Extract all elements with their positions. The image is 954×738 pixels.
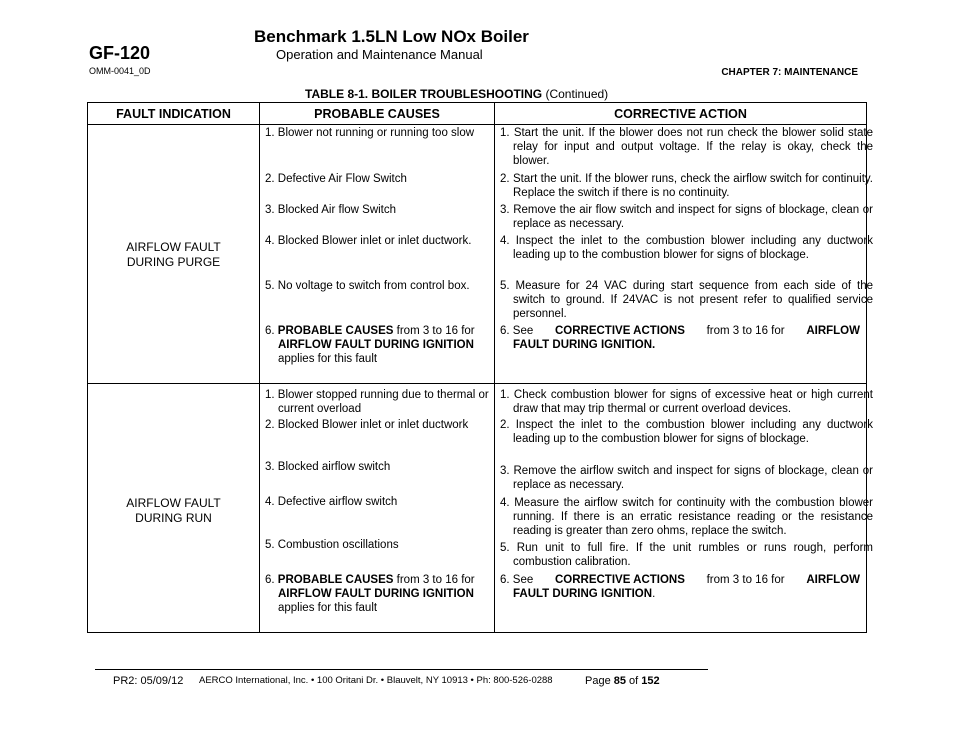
model-number: GF-120 <box>89 43 151 63</box>
fault-line: AIRFLOW FAULT <box>126 240 221 254</box>
action-bold: AIRFLOW <box>806 325 860 337</box>
cause-item: 1. Blower stopped running due to thermal or current overload <box>265 389 489 415</box>
header-fault-indication: FAULT INDICATION <box>116 107 231 121</box>
table-caption-continued: (Continued) <box>545 87 609 101</box>
cause-item-reference <box>265 324 493 366</box>
action-item: 3. Remove the air flow switch and inspect for signs of blockage, clean or replace as necessary. <box>500 204 873 230</box>
cause-text: applies for this fault <box>278 602 378 614</box>
cause-bold: PROBABLE CAUSES <box>277 325 394 337</box>
cause-item: 2. Defective Air Flow Switch <box>265 173 407 185</box>
action-bold: CORRECTIVE ACTIONS <box>554 574 685 586</box>
action-item: 2. Start the unit. If the blower runs, check the airflow switch for continuity. Replace the switch if there is no continuity. <box>500 173 873 199</box>
action-item: 4. Measure the airflow switch for continuity with the combustion blower running. If there is an erratic resistance reading or the resistance reading is greater than zero ohms, replace the switch. <box>500 497 873 537</box>
action-item-reference <box>500 573 860 601</box>
troubleshooting-table <box>87 102 873 633</box>
page-of: of <box>626 675 642 687</box>
cause-text: applies for this fault <box>278 353 378 365</box>
cause-bold: PROBABLE CAUSES <box>277 574 394 586</box>
cause-text: from 3 to 16 for <box>393 574 475 586</box>
footer-page-number <box>585 675 660 687</box>
cause-item: 1. Blower not running or running too slow <box>265 127 475 139</box>
column-divider <box>259 103 260 632</box>
action-item: 5. Measure for 24 VAC during start sequence from each side of the switch to ground. If 24VAC is not present refer to qualified service personnel. <box>500 280 873 320</box>
fault-indication-purge <box>88 240 259 270</box>
cause-item-reference <box>265 573 493 615</box>
footer-revision: PR2: 05/09/12 <box>113 675 184 687</box>
action-item: 1. Check combustion blower for signs of excessive heat or high current draw that may trip thermal or current overload devices. <box>500 389 873 415</box>
cause-item: 3. Blocked Air flow Switch <box>265 204 397 216</box>
row-divider <box>88 383 866 384</box>
cause-bold: AIRFLOW FAULT DURING IGNITION <box>278 588 474 600</box>
document-subtitle: Operation and Maintenance Manual <box>276 47 483 62</box>
fault-line: AIRFLOW FAULT <box>126 496 221 510</box>
header-corrective-action: CORRECTIVE ACTION <box>614 107 747 121</box>
footer-address: AERCO International, Inc. • 100 Oritani Dr. • Blauvelt, NY 10913 • Ph: 800-526-0288 <box>199 675 553 686</box>
fault-line: DURING RUN <box>135 511 212 525</box>
action-item: 5. Run unit to full fire. If the unit rumbles or runs rough, perform combustion calibration. <box>500 542 873 568</box>
fault-line: DURING PURGE <box>126 255 221 269</box>
table-caption <box>305 87 608 101</box>
page-prefix: Page <box>585 675 614 687</box>
action-item-reference <box>500 324 860 352</box>
cause-number: 6. <box>265 325 275 337</box>
action-number: 6. See <box>500 325 534 337</box>
fault-indication-run <box>88 496 259 526</box>
action-bold: CORRECTIVE ACTIONS <box>554 325 685 337</box>
table-caption-title: TABLE 8-1. BOILER TROUBLESHOOTING <box>305 87 543 101</box>
action-number: 6. See <box>500 574 534 586</box>
cause-item: 5. No voltage to switch from control box. <box>265 280 470 292</box>
cause-bold: AIRFLOW FAULT DURING IGNITION <box>278 339 474 351</box>
cause-item: 4. Blocked Blower inlet or inlet ductwork. <box>265 235 472 247</box>
cause-item: 4. Defective airflow switch <box>265 496 398 508</box>
cause-text: from 3 to 16 for <box>393 325 475 337</box>
cause-item: 3. Blocked airflow switch <box>265 461 391 473</box>
cause-number: 6. <box>265 574 275 586</box>
chapter-heading: CHAPTER 7: MAINTENANCE <box>721 67 858 78</box>
page-current: 85 <box>613 675 626 687</box>
action-text: . <box>652 588 656 600</box>
cause-item: 2. Blocked Blower inlet or inlet ductwork <box>265 419 469 431</box>
action-text: from 3 to 16 for <box>706 574 785 586</box>
header-probable-causes: PROBABLE CAUSES <box>314 107 440 121</box>
footer-rule <box>95 669 708 670</box>
action-item: 2. Inspect the inlet to the combustion blower including any ductwork leading up to the combustion blower for signs of blockage. <box>500 419 873 445</box>
document-title: Benchmark 1.5LN Low NOx Boiler <box>254 27 529 46</box>
page-total: 152 <box>641 675 660 687</box>
action-bold: FAULT DURING IGNITION <box>513 588 653 600</box>
action-text: from 3 to 16 for <box>706 325 785 337</box>
action-item: 3. Remove the airflow switch and inspect for signs of blockage, clean or replace as necessary. <box>500 465 873 491</box>
cause-item: 5. Combustion oscillations <box>265 539 399 551</box>
action-item: 1. Start the unit. If the blower does not run check the blower solid state relay for input and output voltage. If the relay is okay, check the blower. <box>500 127 873 167</box>
document-number: OMM-0041_0D <box>89 66 151 76</box>
action-bold: AIRFLOW <box>806 574 860 586</box>
action-item: 4. Inspect the inlet to the combustion blower including any ductwork leading up to the combustion blower for signs of blockage. <box>500 235 873 261</box>
action-bold: FAULT DURING IGNITION. <box>513 339 656 351</box>
